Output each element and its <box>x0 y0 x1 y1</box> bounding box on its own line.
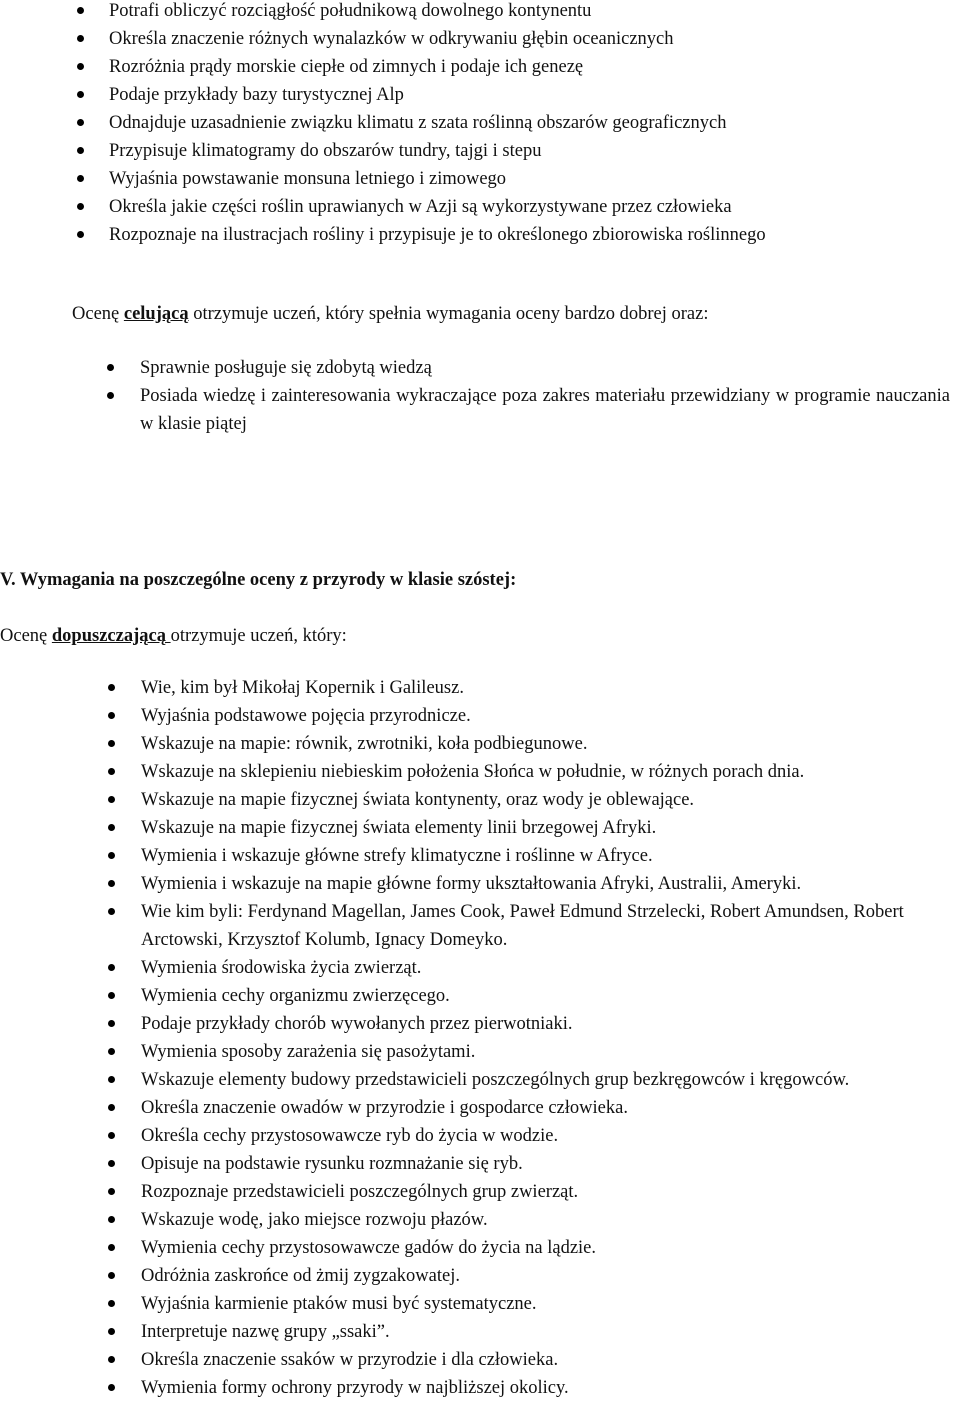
list-item-text: Wskazuje na mapie fizycznej świata kontynenty, oraz wody je oblewające. <box>141 790 695 810</box>
list-item-text: Wskazuje na mapie fizycznej świata elementy linii brzegowej Afryki. <box>141 818 657 838</box>
list-item-text: Wymienia środowiska życia zwierząt. <box>141 958 422 978</box>
list-item <box>109 165 960 193</box>
list-item-text: Wie kim byli: Ferdynand Magellan, James Cook, Paweł Edmund Strzelecki, Robert Amundsen, Robert Arctowski, Krzysztof Kolumb, Ignacy Domeyko. <box>141 902 904 950</box>
bullet-icon <box>77 203 84 210</box>
list-item <box>141 1374 960 1402</box>
geography-requirements-list <box>109 0 960 249</box>
celujaca-intro <box>72 300 708 328</box>
list-item <box>141 1206 960 1234</box>
bullet-icon <box>108 1160 115 1167</box>
list-item-text: Wymienia formy ochrony przyrody w najbliższej okolicy. <box>141 1378 569 1398</box>
bullet-icon <box>108 824 115 831</box>
list-item-text: Rozpoznaje na ilustracjach rośliny i przypisuje je to określonego zbiorowiska roślinnego <box>109 225 766 245</box>
bullet-icon <box>108 768 115 775</box>
bullet-icon <box>77 175 84 182</box>
list-item <box>141 898 960 954</box>
list-item-text: Wymienia cechy organizmu zwierzęcego. <box>141 986 450 1006</box>
bullet-icon <box>107 392 114 399</box>
list-item-text: Odnajduje uzasadnienie związku klimatu z szata roślinną obszarów geograficznych <box>109 113 727 133</box>
list-item <box>140 382 950 438</box>
list-item <box>109 25 960 53</box>
list-item-text: Interpretuje nazwę grupy „ssaki”. <box>141 1322 390 1342</box>
bullet-icon <box>77 91 84 98</box>
bullet-icon <box>108 1244 115 1251</box>
list-item-text: Wskazuje na sklepieniu niebieskim położenia Słońca w południe, w różnych porach dnia. <box>141 762 805 782</box>
list-item <box>109 53 960 81</box>
bullet-icon <box>108 1384 115 1391</box>
bullet-icon <box>77 147 84 154</box>
list-item <box>140 354 950 382</box>
list-item-text: Wyjaśnia powstawanie monsuna letniego i zimowego <box>109 169 507 189</box>
list-item-text: Posiada wiedzę i zainteresowania wykraczające poza zakres materiału przewidziany w programie nauczania w klasie piątej <box>140 386 950 434</box>
list-item <box>141 1038 960 1066</box>
bullet-icon <box>77 7 84 14</box>
list-item-text: Wie, kim był Mikołaj Kopernik i Galileusz. <box>141 678 464 698</box>
list-item-text: Rozpoznaje przedstawicieli poszczególnych grup zwierząt. <box>141 1182 579 1202</box>
bullet-icon <box>108 1328 115 1335</box>
list-item <box>141 814 960 842</box>
list-item-text: Przypisuje klimatogramy do obszarów tundry, tajgi i stepu <box>109 141 542 161</box>
list-item-text: Wymienia sposoby zarażenia się pasożytami. <box>141 1042 476 1062</box>
list-item <box>141 1318 960 1346</box>
list-item <box>141 1150 960 1178</box>
bullet-icon <box>108 1188 115 1195</box>
list-item-text: Wskazuje wodę, jako miejsce rozwoju płazów. <box>141 1210 488 1230</box>
grade-name: dopuszczającą <box>51 626 171 646</box>
bullet-icon <box>108 852 115 859</box>
list-item-text: Wyjaśnia podstawowe pojęcia przyrodnicze. <box>141 706 471 726</box>
bullet-icon <box>107 364 114 371</box>
list-item-text: Odróżnia zaskrońce od żmij zygzakowatej. <box>141 1266 460 1286</box>
list-item-text: Opisuje na podstawie rysunku rozmnażanie się ryb. <box>141 1154 523 1174</box>
bullet-icon <box>108 1076 115 1083</box>
bullet-icon <box>108 1356 115 1363</box>
list-item <box>141 954 960 982</box>
list-item <box>109 0 960 25</box>
bullet-icon <box>108 1048 115 1055</box>
intro-suffix: otrzymuje uczeń, który: <box>170 626 347 646</box>
bullet-icon <box>108 964 115 971</box>
list-item <box>141 982 960 1010</box>
list-item <box>141 1010 960 1038</box>
bullet-icon <box>77 231 84 238</box>
list-item <box>141 1066 960 1094</box>
intro-prefix: Ocenę <box>72 304 124 324</box>
list-item-text: Wskazuje elementy budowy przedstawicieli poszczególnych grup bezkręgowców i kręgowców. <box>141 1070 850 1090</box>
list-item <box>141 1094 960 1122</box>
bullet-icon <box>108 908 115 915</box>
list-item-text: Potrafi obliczyć rozciągłość południkową dowolnego kontynentu <box>109 1 592 21</box>
list-item <box>141 786 960 814</box>
bullet-icon <box>108 1300 115 1307</box>
bullet-icon <box>108 684 115 691</box>
list-item-text: Sprawnie posługuje się zdobytą wiedzą <box>140 358 432 378</box>
list-item-text: Podaje przykłady bazy turystycznej Alp <box>109 85 404 105</box>
bullet-icon <box>108 1272 115 1279</box>
list-item <box>109 81 960 109</box>
bullet-icon <box>108 1020 115 1027</box>
list-item <box>141 1346 960 1374</box>
list-item-text: Określa cechy przystosowawcze ryb do życia w wodzie. <box>141 1126 559 1146</box>
list-item-text: Wymienia cechy przystosowawcze gadów do życia na lądzie. <box>141 1238 597 1258</box>
intro-prefix: Ocenę <box>0 626 52 646</box>
dopuszczajaca-intro <box>0 622 347 650</box>
list-item <box>141 1178 960 1206</box>
list-item-text: Wskazuje na mapie: równik, zwrotniki, koła podbiegunowe. <box>141 734 588 754</box>
list-item-text: Określa znaczenie owadów w przyrodzie i gospodarce człowieka. <box>141 1098 628 1118</box>
celujaca-requirements-list <box>140 354 950 438</box>
bullet-icon <box>108 1132 115 1139</box>
list-item <box>141 1262 960 1290</box>
list-item <box>141 842 960 870</box>
list-item-text: Wymienia i wskazuje główne strefy klimatyczne i roślinne w Afryce. <box>141 846 653 866</box>
list-item-text: Określa jakie części roślin uprawianych w Azji są wykorzystywane przez człowieka <box>109 197 732 217</box>
bullet-icon <box>108 740 115 747</box>
bullet-icon <box>108 1104 115 1111</box>
list-item <box>141 730 960 758</box>
bullet-icon <box>77 63 84 70</box>
list-item-text: Określa znaczenie różnych wynalazków w odkrywaniu głębin oceanicznych <box>109 29 674 49</box>
list-item-text: Określa znaczenie ssaków w przyrodzie i dla człowieka. <box>141 1350 559 1370</box>
list-item <box>141 870 960 898</box>
list-item <box>109 193 960 221</box>
bullet-icon <box>108 712 115 719</box>
bullet-icon <box>77 35 84 42</box>
list-item <box>141 674 960 702</box>
list-item <box>109 137 960 165</box>
list-item-text: Wyjaśnia karmienie ptaków musi być systematyczne. <box>141 1294 537 1314</box>
section-heading: V. Wymagania na poszczególne oceny z przyrody w klasie szóstej: <box>0 570 517 590</box>
bullet-icon <box>108 1216 115 1223</box>
intro-suffix: otrzymuje uczeń, który spełnia wymagania oceny bardzo dobrej oraz: <box>188 304 709 324</box>
bullet-icon <box>108 880 115 887</box>
list-item-text: Rozróżnia prądy morskie ciepłe od zimnych i podaje ich genezę <box>109 57 584 77</box>
list-item <box>141 1290 960 1318</box>
list-item <box>141 758 960 786</box>
list-item <box>141 1234 960 1262</box>
dopuszczajaca-requirements-list <box>141 674 960 1402</box>
bullet-icon <box>77 119 84 126</box>
list-item <box>109 221 960 249</box>
bullet-icon <box>108 992 115 999</box>
list-item <box>109 109 960 137</box>
list-item-text: Wymienia i wskazuje na mapie główne formy ukształtowania Afryki, Australii, Ameryki. <box>141 874 802 894</box>
list-item <box>141 702 960 730</box>
list-item <box>141 1122 960 1150</box>
bullet-icon <box>108 796 115 803</box>
list-item-text: Podaje przykłady chorób wywołanych przez pierwotniaki. <box>141 1014 573 1034</box>
grade-name: celującą <box>123 304 189 324</box>
